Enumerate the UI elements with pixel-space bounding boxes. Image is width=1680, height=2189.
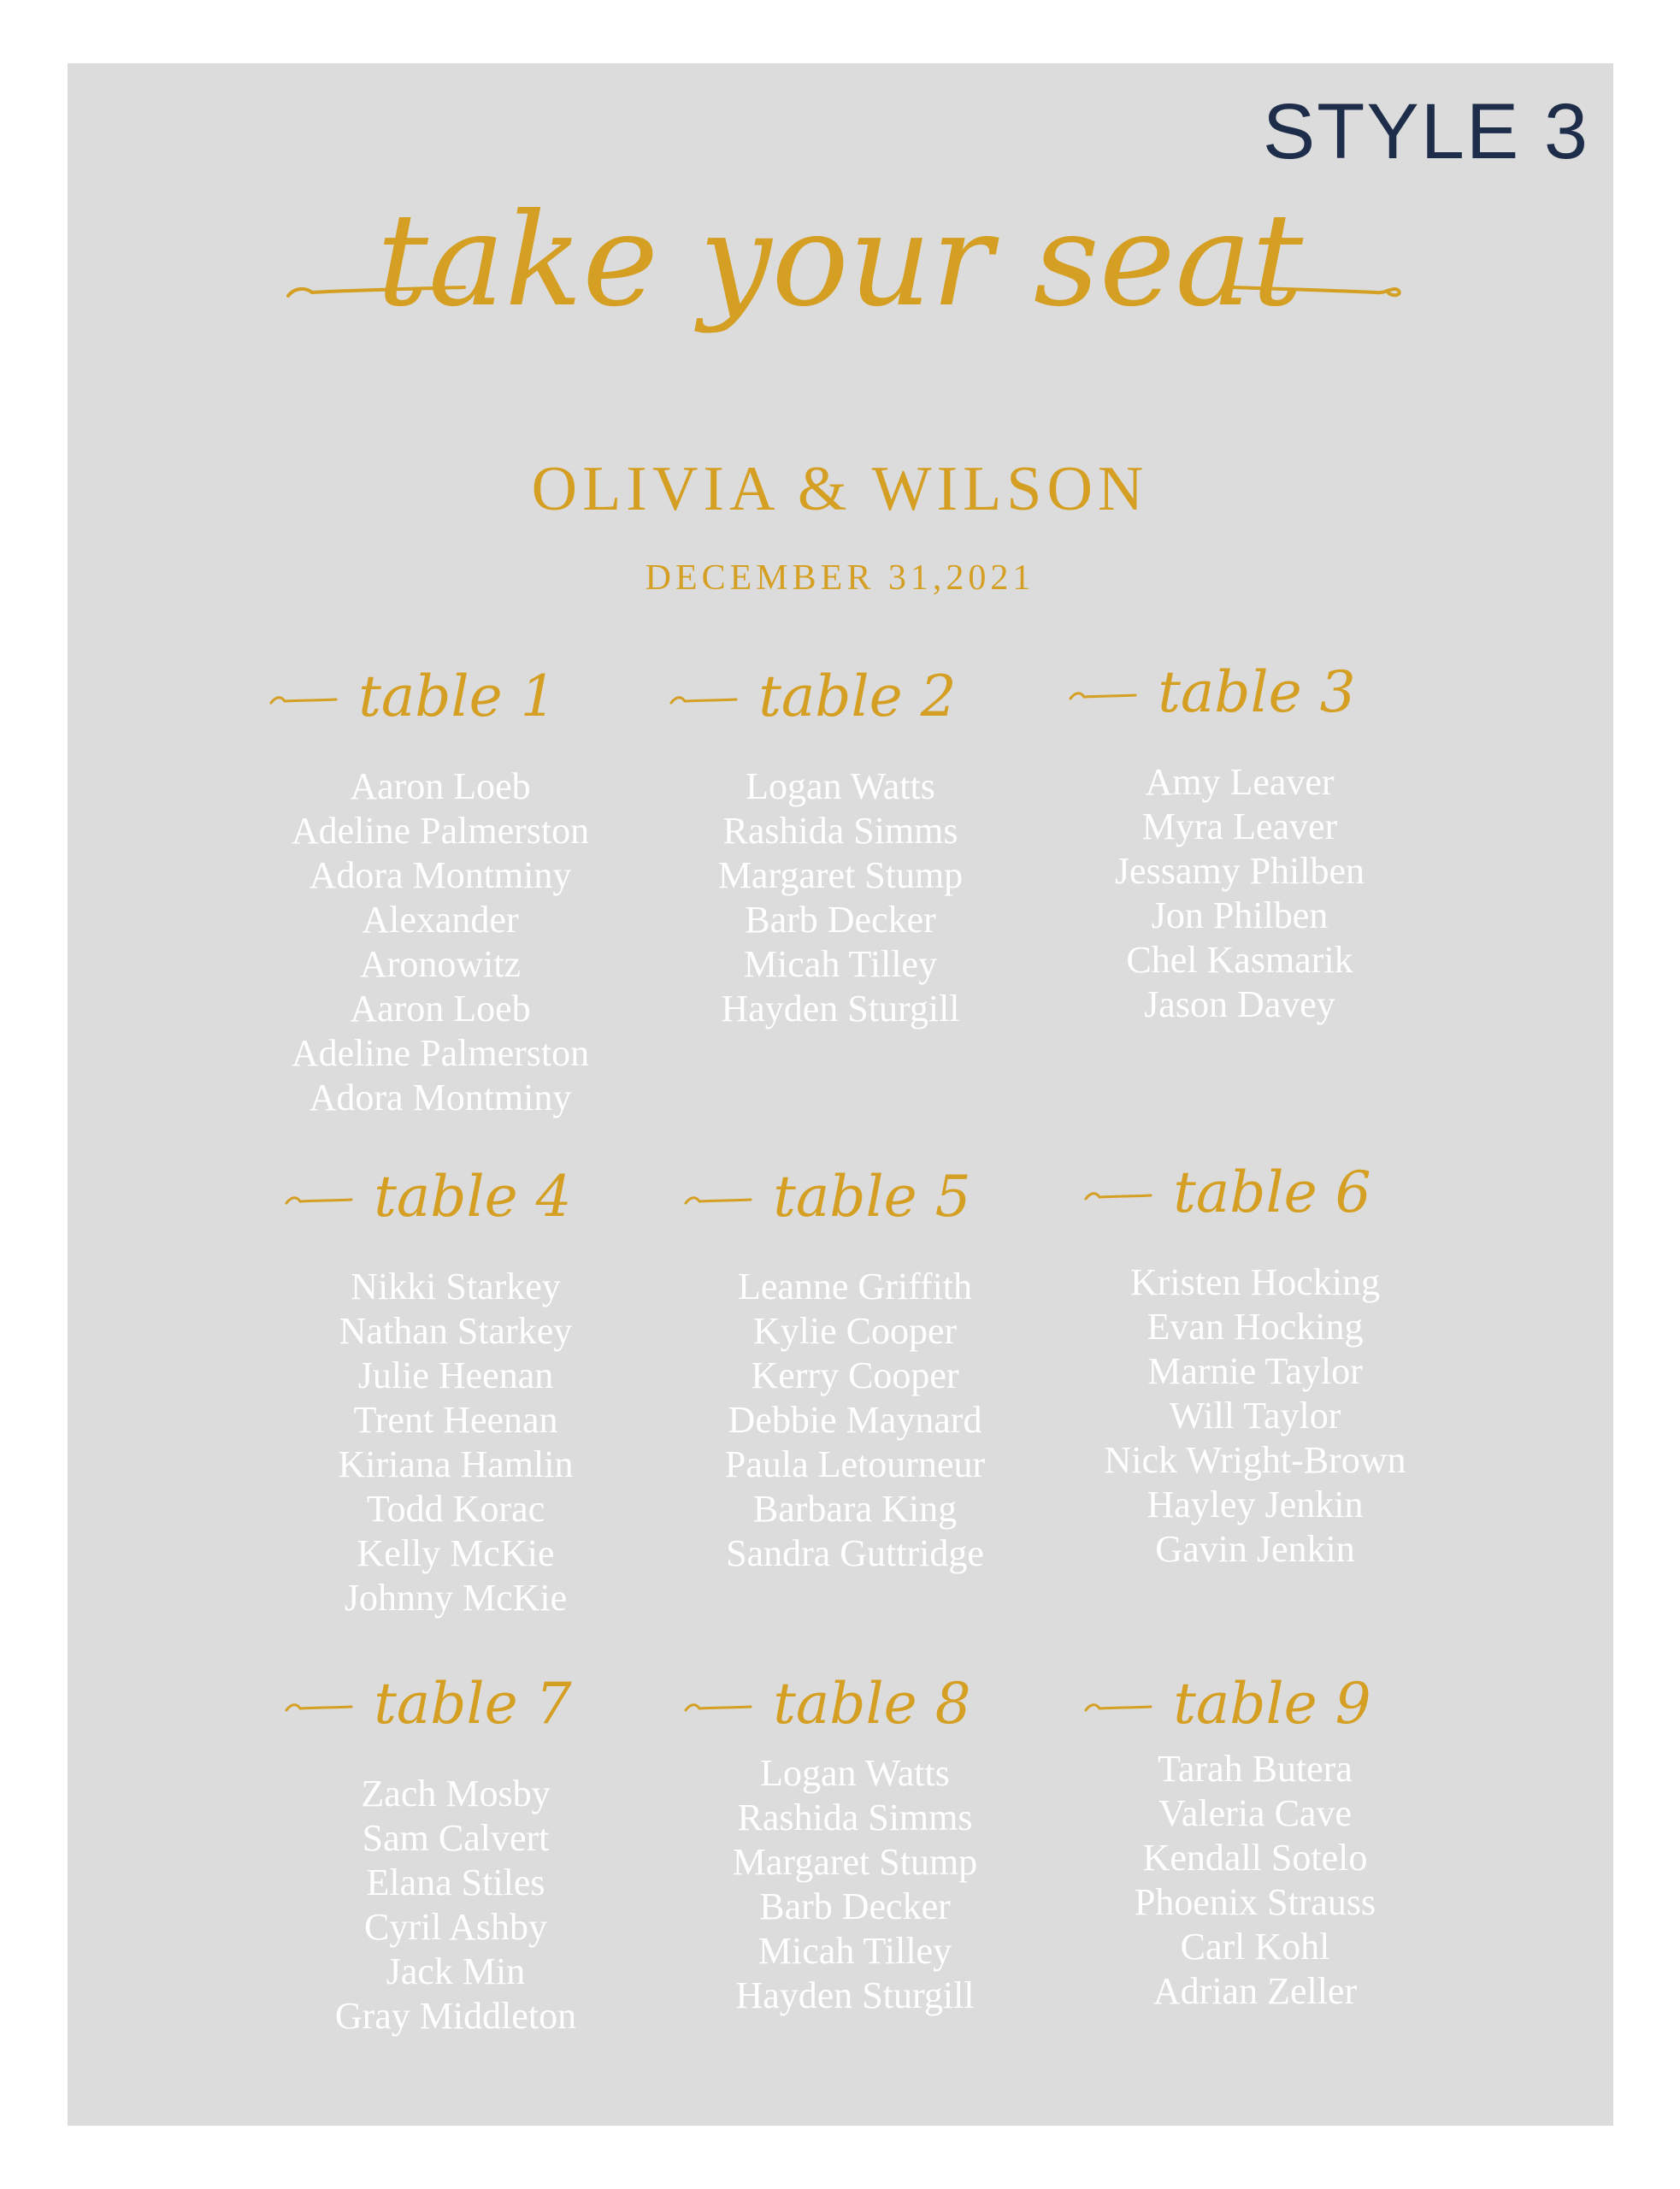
- guest-name: Hayden Sturgill: [721, 988, 960, 1030]
- guest-name: Marnie Taylor: [1147, 1350, 1363, 1392]
- guest-name: Rashida Simms: [737, 1797, 973, 1838]
- guest-name: Margaret Stump: [717, 854, 964, 896]
- guest-name: Barb Decker: [745, 899, 936, 941]
- table-title: table 3: [1026, 654, 1453, 731]
- guest-name: Sandra Guttridge: [726, 1532, 984, 1574]
- guest-name: Phoenix Strauss: [1134, 1881, 1376, 1923]
- table-block-9: [1041, 1666, 1469, 2014]
- style-label: STYLE 3: [1262, 88, 1589, 175]
- guest-name: Nathan Starkey: [339, 1310, 573, 1352]
- guest-name: Will Taylor: [1169, 1395, 1341, 1437]
- guest-name: Jack Min: [386, 1950, 526, 1992]
- guest-name: Amy Leaver: [1145, 761, 1335, 803]
- guest-name: Micah Tilley: [757, 1930, 952, 1972]
- table-block-6: [1041, 1154, 1469, 1572]
- guest-name: Cyril Ashby: [364, 1906, 547, 1948]
- flourish-icon: [684, 1700, 752, 1717]
- guest-name: Leanne Griffith: [737, 1266, 973, 1307]
- guest-list: [1041, 1260, 1469, 1572]
- table-block-5: [641, 1159, 1069, 1576]
- guest-name: Carl Kohl: [1180, 1926, 1330, 1968]
- table-title: table 8: [641, 1666, 1069, 1743]
- guest-name: Nikki Starkey: [351, 1266, 561, 1307]
- guest-name: Jason Davey: [1144, 983, 1335, 1025]
- guest-name: Logan Watts: [760, 1752, 950, 1794]
- couple-names: OLIVIA & WILSON: [531, 454, 1149, 524]
- guest-name: Alexander: [362, 899, 519, 941]
- table-title: table 6: [1041, 1154, 1469, 1231]
- flourish-icon: [669, 693, 738, 710]
- guest-name: Johnny McKie: [344, 1577, 568, 1619]
- guest-name: Zach Mosby: [361, 1773, 551, 1814]
- guest-name: Barbara King: [752, 1488, 958, 1530]
- flourish-icon: [285, 1700, 353, 1717]
- guest-list: [641, 1751, 1069, 2018]
- guest-name: Kerry Cooper: [751, 1354, 959, 1396]
- table-title: table 4: [242, 1159, 669, 1236]
- guest-name: Myra Leaver: [1141, 805, 1338, 847]
- table-block-8: [641, 1666, 1069, 2018]
- guest-name: Aaron Loeb: [350, 765, 531, 807]
- guest-name: Debbie Maynard: [728, 1399, 982, 1441]
- guest-name: Julie Heenan: [357, 1354, 554, 1396]
- guest-name: Jessamy Philben: [1114, 850, 1365, 892]
- guest-name: Adora Montminy: [309, 1077, 572, 1118]
- table-block-4: [242, 1159, 669, 1620]
- table-block-7: [242, 1666, 669, 2039]
- guest-name: Sam Calvert: [362, 1817, 550, 1859]
- guest-name: Adeline Palmerston: [291, 1032, 590, 1074]
- table-title: table 1: [227, 658, 654, 735]
- guest-name: Rashida Simms: [722, 810, 958, 852]
- guest-name: Kristen Hocking: [1129, 1261, 1381, 1303]
- guest-name: Aronowitz: [359, 943, 522, 985]
- guest-list: [641, 1265, 1069, 1576]
- flourish-icon: [1084, 1189, 1152, 1206]
- table-title: table 2: [627, 658, 1054, 735]
- table-block-3: [1026, 654, 1453, 1027]
- guest-list: [242, 1265, 669, 1620]
- guest-name: Valeria Cave: [1158, 1792, 1352, 1834]
- guest-name: Adora Montminy: [309, 854, 572, 896]
- guest-list: [227, 764, 654, 1120]
- guest-name: Aaron Loeb: [350, 988, 531, 1030]
- flourish-icon: [1069, 688, 1137, 705]
- guest-list: [242, 1772, 669, 2039]
- guest-list: [627, 764, 1054, 1031]
- right-flourish-icon: [1231, 272, 1402, 306]
- guest-name: Barb Decker: [759, 1885, 951, 1927]
- flourish-icon: [1084, 1700, 1152, 1717]
- guest-name: Hayley Jenkin: [1147, 1484, 1364, 1525]
- guest-name: Evan Hocking: [1147, 1306, 1364, 1348]
- guest-name: Chel Kasmarik: [1126, 939, 1353, 981]
- guest-name: Hayden Sturgill: [735, 1974, 975, 2016]
- flourish-icon: [684, 1193, 752, 1210]
- table-title: table 7: [242, 1666, 669, 1743]
- guest-name: Trent Heenan: [353, 1399, 558, 1441]
- guest-name: Kylie Cooper: [752, 1310, 958, 1352]
- guest-name: Micah Tilley: [743, 943, 938, 985]
- guest-name: Tarah Butera: [1158, 1748, 1353, 1790]
- guest-name: Logan Watts: [746, 765, 935, 807]
- guest-name: Todd Korac: [366, 1488, 545, 1530]
- guest-list: [1041, 1747, 1469, 2014]
- guest-name: Gavin Jenkin: [1155, 1528, 1355, 1570]
- table-title: table 5: [641, 1159, 1069, 1236]
- guest-name: Jon Philben: [1151, 894, 1329, 936]
- flourish-icon: [285, 1193, 353, 1210]
- table-block-2: [627, 658, 1054, 1031]
- guest-name: Adeline Palmerston: [291, 810, 590, 852]
- flourish-icon: [269, 693, 338, 710]
- event-date: DECEMBER 31,2021: [645, 558, 1035, 598]
- guest-name: Margaret Stump: [732, 1841, 978, 1883]
- guest-name: Kelly McKie: [357, 1532, 555, 1574]
- guest-name: Gray Middleton: [334, 1995, 577, 2037]
- guest-name: Elana Stiles: [366, 1862, 545, 1903]
- guest-name: Nick Wright-Brown: [1104, 1439, 1406, 1481]
- guest-name: Kiriana Hamlin: [338, 1443, 574, 1485]
- table-title: table 9: [1041, 1666, 1469, 1743]
- guest-name: Adrian Zeller: [1152, 1970, 1358, 2012]
- headline: take your seat: [376, 186, 1304, 335]
- table-block-1: [227, 658, 654, 1120]
- guest-name: Paula Letourneur: [724, 1443, 986, 1485]
- guest-list: [1026, 760, 1453, 1027]
- guest-name: Kendall Sotelo: [1142, 1837, 1368, 1879]
